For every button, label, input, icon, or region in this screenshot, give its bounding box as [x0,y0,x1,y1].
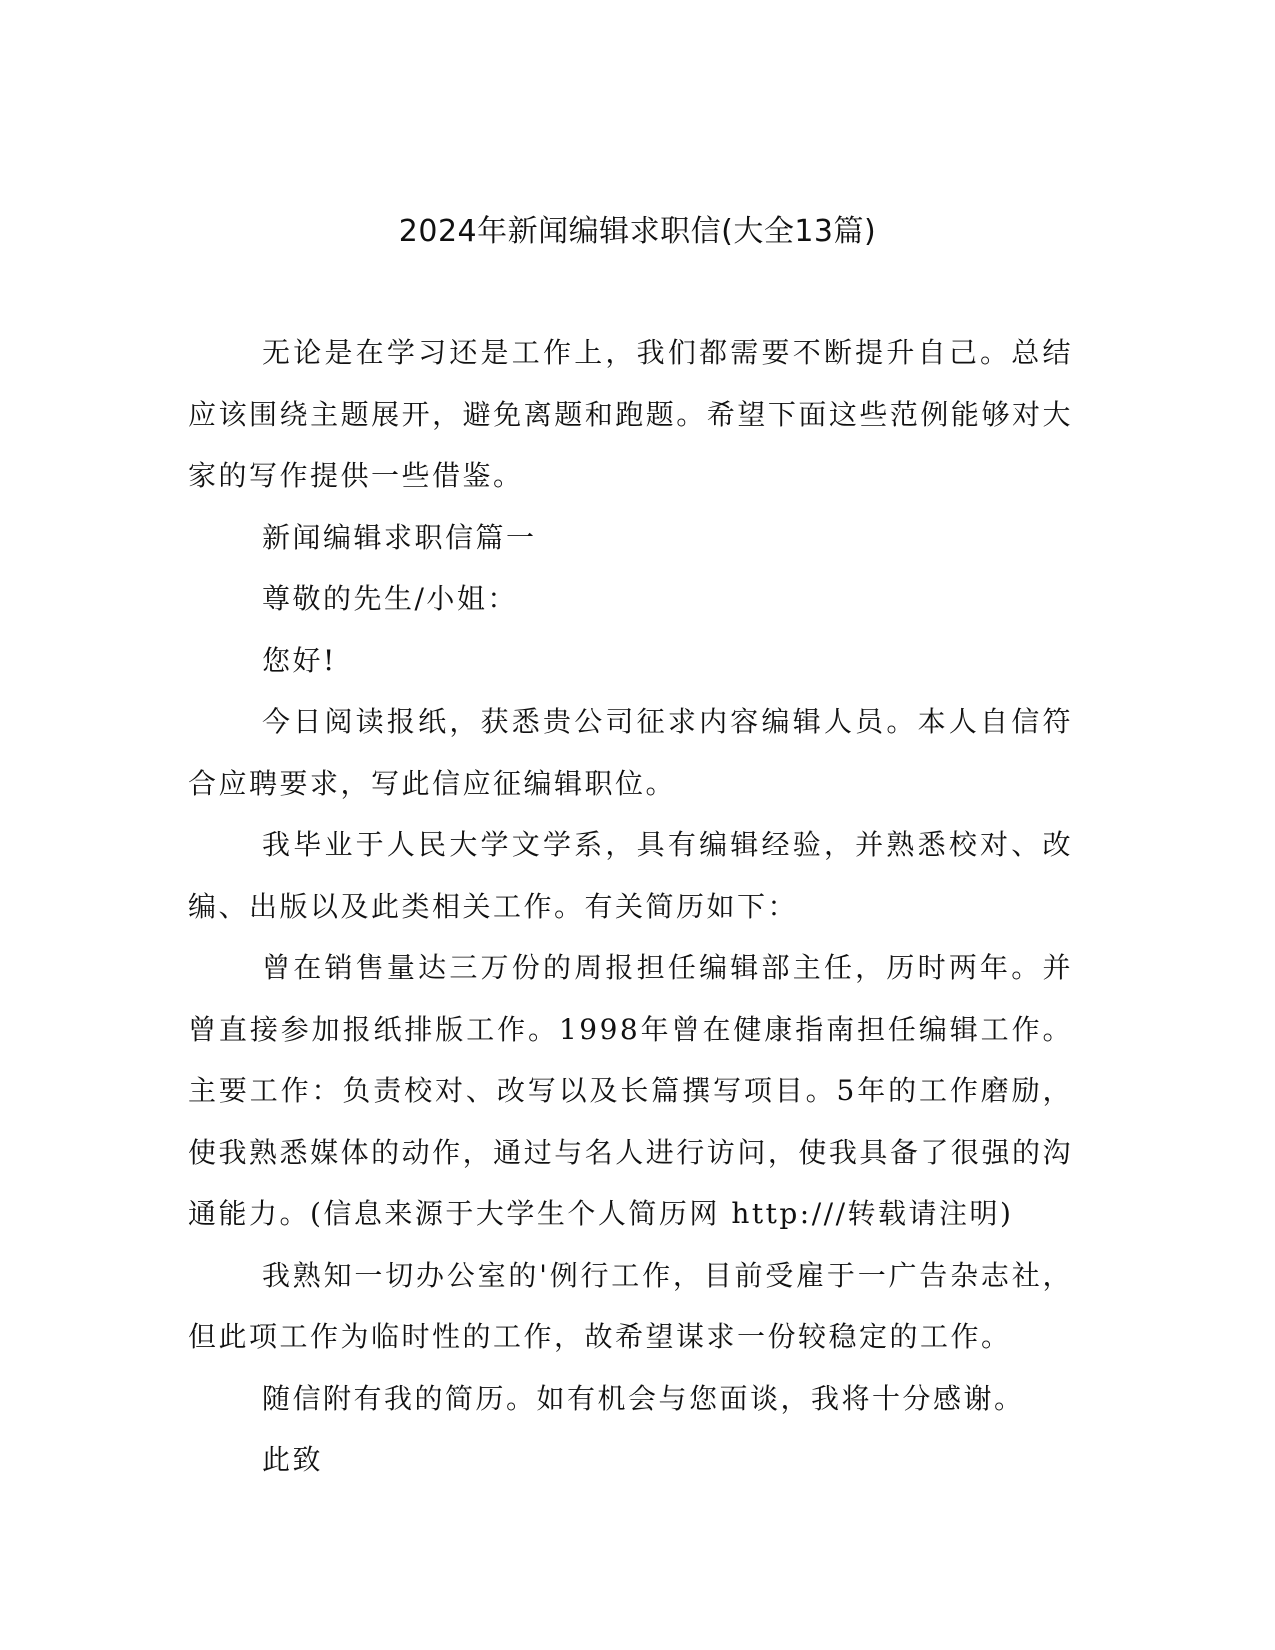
body-paragraph: 我毕业于人民大学文学系，具有编辑经验，并熟悉校对、改编、出版以及此类相关工作。有关简历如下： [188,828,1073,923]
body-paragraph: 随信附有我的简历。如有机会与您面谈，我将十分感谢。 [262,1381,1025,1415]
body-paragraph: 曾在销售量达三万份的周报担任编辑部主任，历时两年。并曾直接参加报纸排版工作。1998年曾在健康指南担任编辑工作。主要工作：负责校对、改写以及长篇撰写项目。5年的工作磨励，使我熟悉媒体的动作，通过与名人进行访问，使我具备了很强的沟通能力。(信息来源于大学生个人简历网 http:///转载请注明) [188,951,1073,1230]
intro-paragraph: 无论是在学习还是工作上，我们都需要不断提升自己。总结应该围绕主题展开，避免离题和跑题。希望下面这些范例能够对大家的写作提供一些借鉴。 [188,336,1073,492]
document-title: 2024年新闻编辑求职信(大全13篇) [398,214,877,249]
body-paragraph: 今日阅读报纸，获悉贵公司征求内容编辑人员。本人自信符合应聘要求，写此信应征编辑职位。 [188,705,1073,800]
letter-greeting: 您好! [262,643,337,677]
letter-salutation: 尊敬的先生/小姐： [262,582,518,615]
section-heading: 新闻编辑求职信篇一 [262,520,537,554]
body-paragraph: 我熟知一切办公室的'例行工作，目前受雇于一广告杂志社，但此项工作为临时性的工作，故希望谋求一份较稳定的工作。 [188,1258,1073,1353]
document-body [188,322,1073,1491]
letter-closing: 此致 [262,1443,324,1476]
